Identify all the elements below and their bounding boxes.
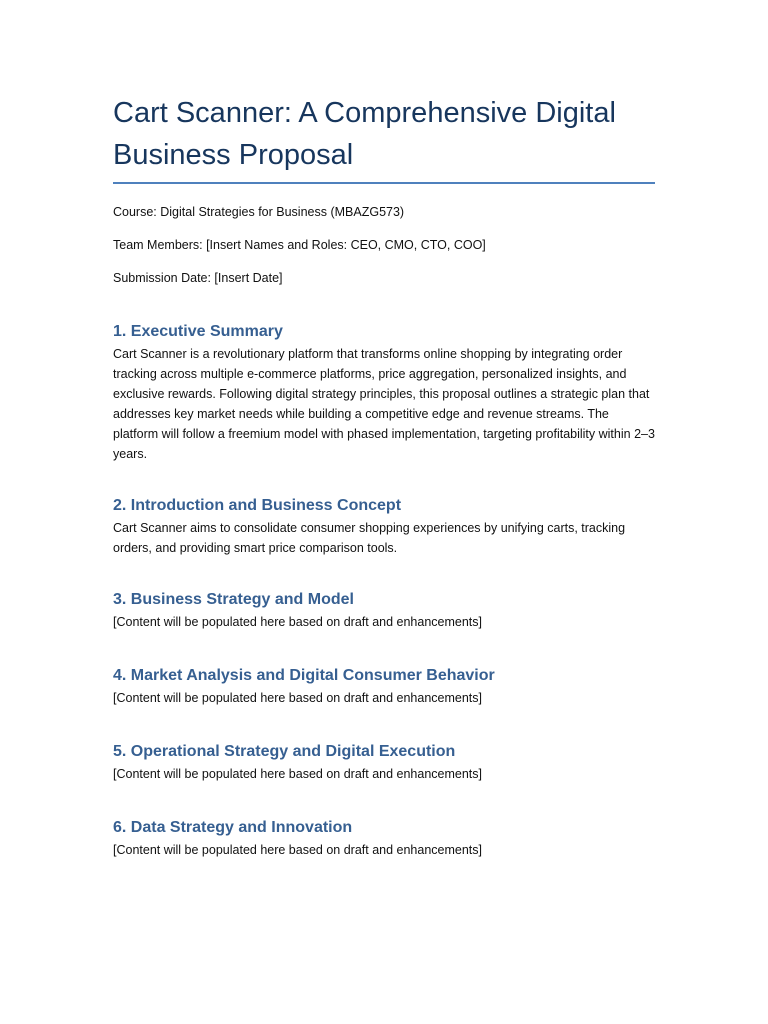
section-introduction xyxy=(113,495,655,558)
section-body: Cart Scanner aims to consolidate consumer shopping experiences by unifying carts, tracking orders, and providing smart price comparison tools. xyxy=(113,521,626,555)
document-page xyxy=(113,92,655,860)
document-title: Cart Scanner: A Comprehensive Digital Business Proposal xyxy=(113,97,616,171)
section-heading: 4. Market Analysis and Digital Consumer Behavior xyxy=(113,667,495,684)
section-heading: 6. Data Strategy and Innovation xyxy=(113,819,353,836)
section-body: [Content will be populated here based on draft and enhancements] xyxy=(113,615,483,629)
section-executive-summary xyxy=(113,321,655,464)
section-body: [Content will be populated here based on draft and enhancements] xyxy=(113,843,483,857)
section-heading: 3. Business Strategy and Model xyxy=(113,591,354,608)
section-body: Cart Scanner is a revolutionary platform that transforms online shopping by integrating order tracking across multiple e-commerce platforms, price aggregation, personalized insights, and exclusive rewards. Following digital strategy principles, this proposal outlines a strategic plan that addresses key market needs while building a competitive edge and revenue streams. The platform will follow a freemium model with phased implementation, targeting profitability within 2–3 years. xyxy=(113,347,655,461)
section-market-analysis xyxy=(113,665,655,708)
section-body: [Content will be populated here based on draft and enhancements] xyxy=(113,767,483,781)
section-heading: 1. Executive Summary xyxy=(113,323,283,340)
section-heading: 5. Operational Strategy and Digital Execution xyxy=(113,743,456,760)
section-heading: 2. Introduction and Business Concept xyxy=(113,497,402,514)
title-divider xyxy=(113,182,655,184)
team-members-line: Team Members: [Insert Names and Roles: CEO, CMO, CTO, COO] xyxy=(113,238,486,252)
section-business-strategy xyxy=(113,589,655,632)
section-body: [Content will be populated here based on draft and enhancements] xyxy=(113,691,483,705)
section-data-strategy xyxy=(113,817,655,860)
course-line: Course: Digital Strategies for Business (MBAZG573) xyxy=(113,205,405,219)
section-operational-strategy xyxy=(113,741,655,784)
submission-date-line: Submission Date: [Insert Date] xyxy=(113,271,283,285)
